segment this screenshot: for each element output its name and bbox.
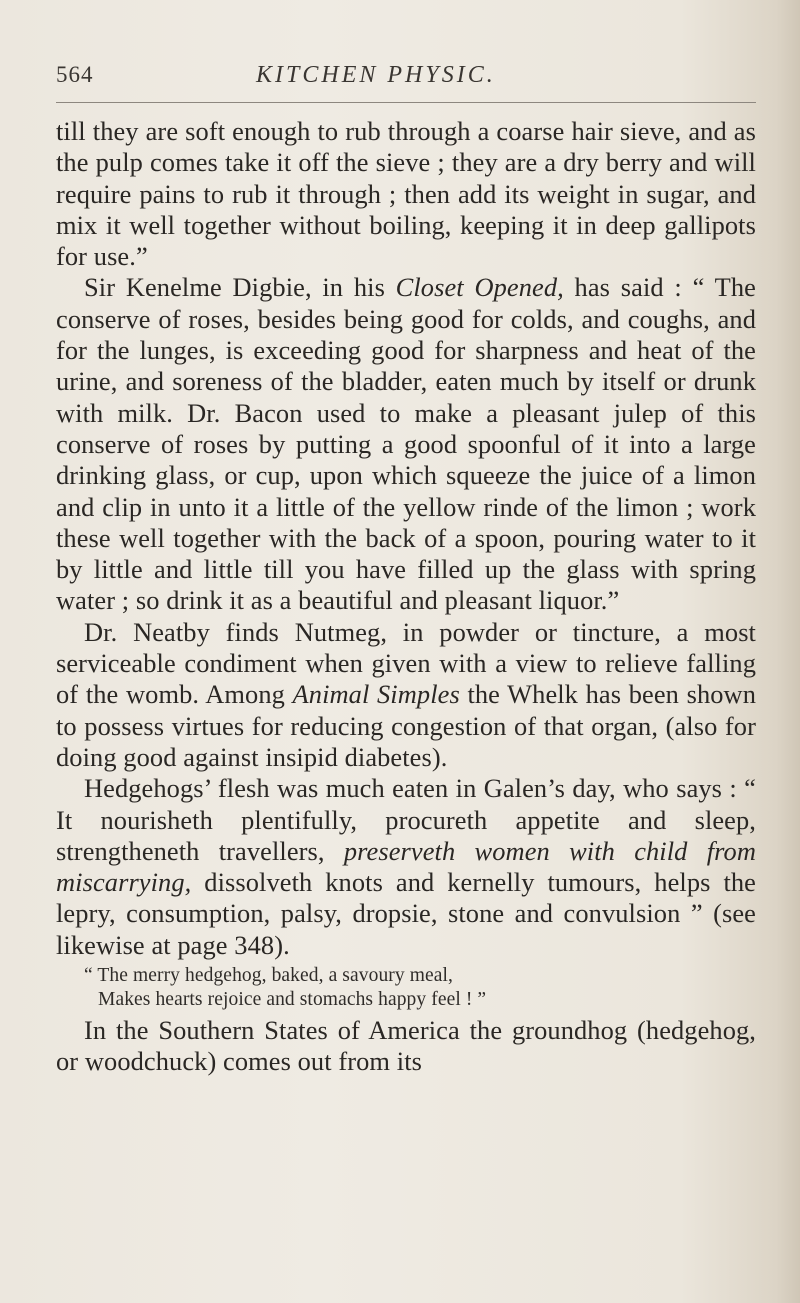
- paragraph-text: In the Southern States of America the groundhog (hedgehog, or woodchuck) comes out from its: [56, 1015, 756, 1077]
- paragraph-text: Dr. Neatby finds Nutmeg, in powder or tincture, a most serviceable condiment when given with a view to relieve falling of the womb. Among: [56, 616, 756, 710]
- page-header: [56, 62, 756, 102]
- paragraph-text: the Whelk has been shown to possess virtues for reducing congestion of that organ, (also for doing good against insipid diabetes).: [56, 679, 756, 772]
- paragraph-southern-states: [56, 1015, 756, 1078]
- book-title: Closet Opened,: [395, 272, 564, 303]
- paragraph-neatby: [56, 617, 756, 773]
- paragraph-hedgehogs: [56, 773, 756, 961]
- paragraph-text: Sir Kenelme Digbie, in his: [84, 272, 396, 303]
- header-rule: [56, 102, 756, 103]
- paragraph-digbie: [56, 272, 756, 616]
- paragraph-continued: [56, 116, 756, 272]
- page-number: 564: [56, 62, 94, 87]
- body-text: [56, 116, 756, 1078]
- paragraph-text: Hedgehogs’ flesh was much eaten in Galen’s day, who says : “ It nourisheth plentifully, procureth appetite and sleep, strengtheneth travellers,: [56, 773, 756, 866]
- verse-quote: [56, 964, 756, 1012]
- paragraph-text: has said : “ The conserve of roses, besides being good for colds, and coughs, and for the lunges, is exceeding good for sharpness and heat of the urine, and soreness of the bladder, eaten much by itself or drunk with milk. Dr. Bacon used to make a pleasant julep of this conserve of roses by putting a good spoonful of it into a large drinking glass, or cup, upon which squeeze the juice of a limon and clip in unto it a little of the yellow rinde of the limon ; work these well together with the back of a spoon, pouring water to it by little and little till you have filled up the glass with spring water ; so drink it as a beautiful and pleasant liquor.”: [56, 272, 756, 616]
- verse-line-1: “ The merry hedgehog, baked, a savoury meal,: [84, 965, 453, 987]
- paragraph-text: dissolveth knots and kernelly tumours, helps the lepry, consumption, palsy, dropsie, stone and convulsion ” (see likewise at page 348).: [56, 867, 756, 960]
- verse-line-2: Makes hearts rejoice and stomachs happy feel ! ”: [98, 989, 487, 1011]
- book-title: Animal Simples: [292, 679, 460, 710]
- running-head: KITCHEN PHYSIC.: [256, 62, 496, 88]
- paragraph-text: till they are soft enough to rub through a coarse hair sieve, and as the pulp comes take it off the sieve ; they are a dry berry and will require pains to rub it through ; then add its weight in sugar, and mix it well together without boiling, keeping it in deep gallipots for use.”: [56, 116, 756, 272]
- italic-phrase: preserveth women with child from miscarrying,: [56, 835, 756, 898]
